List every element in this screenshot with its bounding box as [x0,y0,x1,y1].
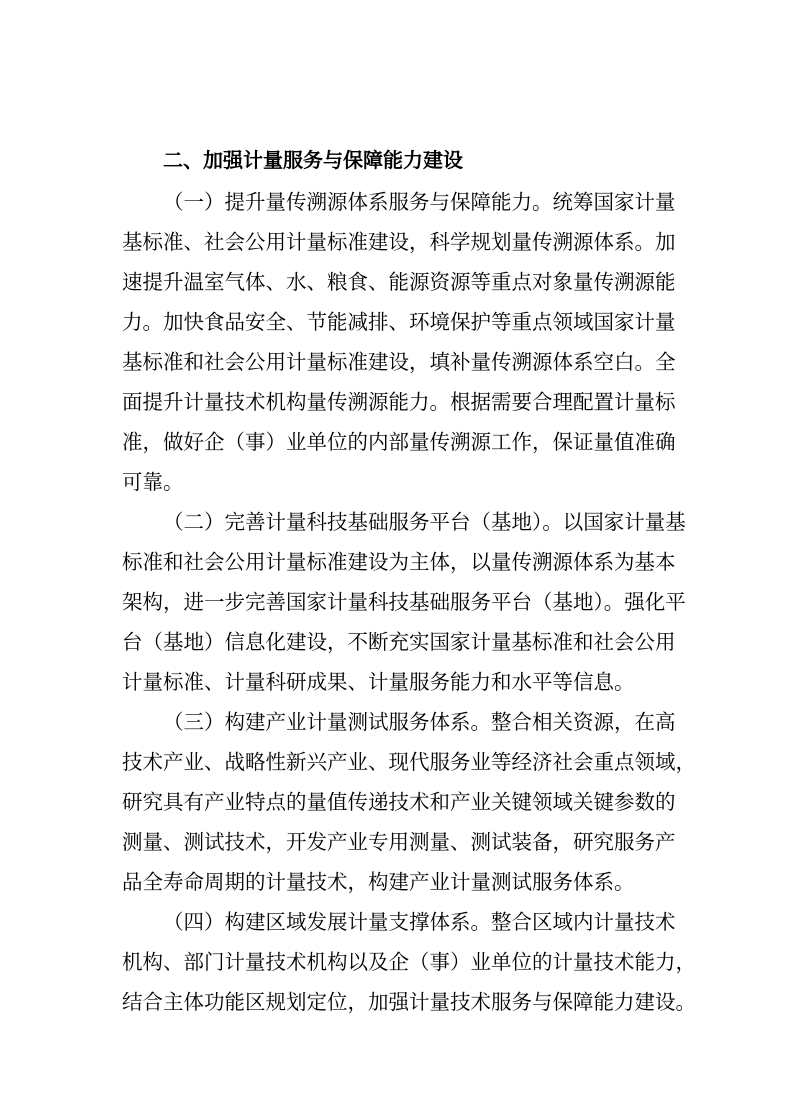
paragraph-2-line-1: （二）完善计量科技基础服务平台（基地）。以国家计量基 [163,510,686,534]
paragraph-2-line-4: 台（基地）信息化建设，不断充实国家计量基标准和社会公用 [122,630,676,654]
paragraph-4-line-2: 机构、部门计量技术机构以及企（事）业单位的计量技术能力， [122,950,696,974]
paragraph-1-line-5: 基标准和社会公用计量标准建设，填补量传溯源体系空白。全 [122,350,676,374]
paragraph-2-line-3: 架构，进一步完善国家计量科技基础服务平台（基地）。强化平 [122,590,686,614]
paragraph-1-line-7: 准，做好企（事）业单位的内部量传溯源工作，保证量值准确 [122,430,676,454]
paragraph-1-line-3: 速提升温室气体、水、粮食、能源资源等重点对象量传溯源能 [122,270,676,294]
paragraph-1-line-4: 力。加快食品安全、节能减排、环境保护等重点领域国家计量 [122,310,676,334]
paragraph-3-line-2: 技术产业、战略性新兴产业、现代服务业等经济社会重点领域， [122,750,696,774]
paragraph-4-line-3: 结合主体功能区规划定位，加强计量技术服务与保障能力建设。 [122,990,696,1014]
paragraph-1-line-8: 可靠。 [122,470,184,494]
paragraph-3-line-3: 研究具有产业特点的量值传递技术和产业关键领域关键参数的 [122,790,676,814]
paragraph-3-line-1: （三）构建产业计量测试服务体系。整合相关资源，在高 [163,710,676,734]
paragraph-3-line-5: 品全寿命周期的计量技术，构建产业计量测试服务体系。 [122,870,635,894]
paragraph-2-line-2: 标准和社会公用计量标准建设为主体，以量传溯源体系为基本 [122,550,676,574]
paragraph-2-line-5: 计量标准、计量科研成果、计量服务能力和水平等信息。 [122,670,635,694]
paragraph-3-line-4: 测量、测试技术，开发产业专用测量、测试装备，研究服务产 [122,830,676,854]
section-heading: 二、加强计量服务与保障能力建设 [163,148,463,172]
paragraph-1-line-2: 基标准、社会公用计量标准建设，科学规划量传溯源体系。加 [122,230,676,254]
paragraph-1-line-1: （一）提升量传溯源体系服务与保障能力。统筹国家计量 [163,190,676,214]
paragraph-1-line-6: 面提升计量技术机构量传溯源能力。根据需要合理配置计量标 [122,390,676,414]
paragraph-4-line-1: （四）构建区域发展计量支撑体系。整合区域内计量技术 [163,910,676,934]
